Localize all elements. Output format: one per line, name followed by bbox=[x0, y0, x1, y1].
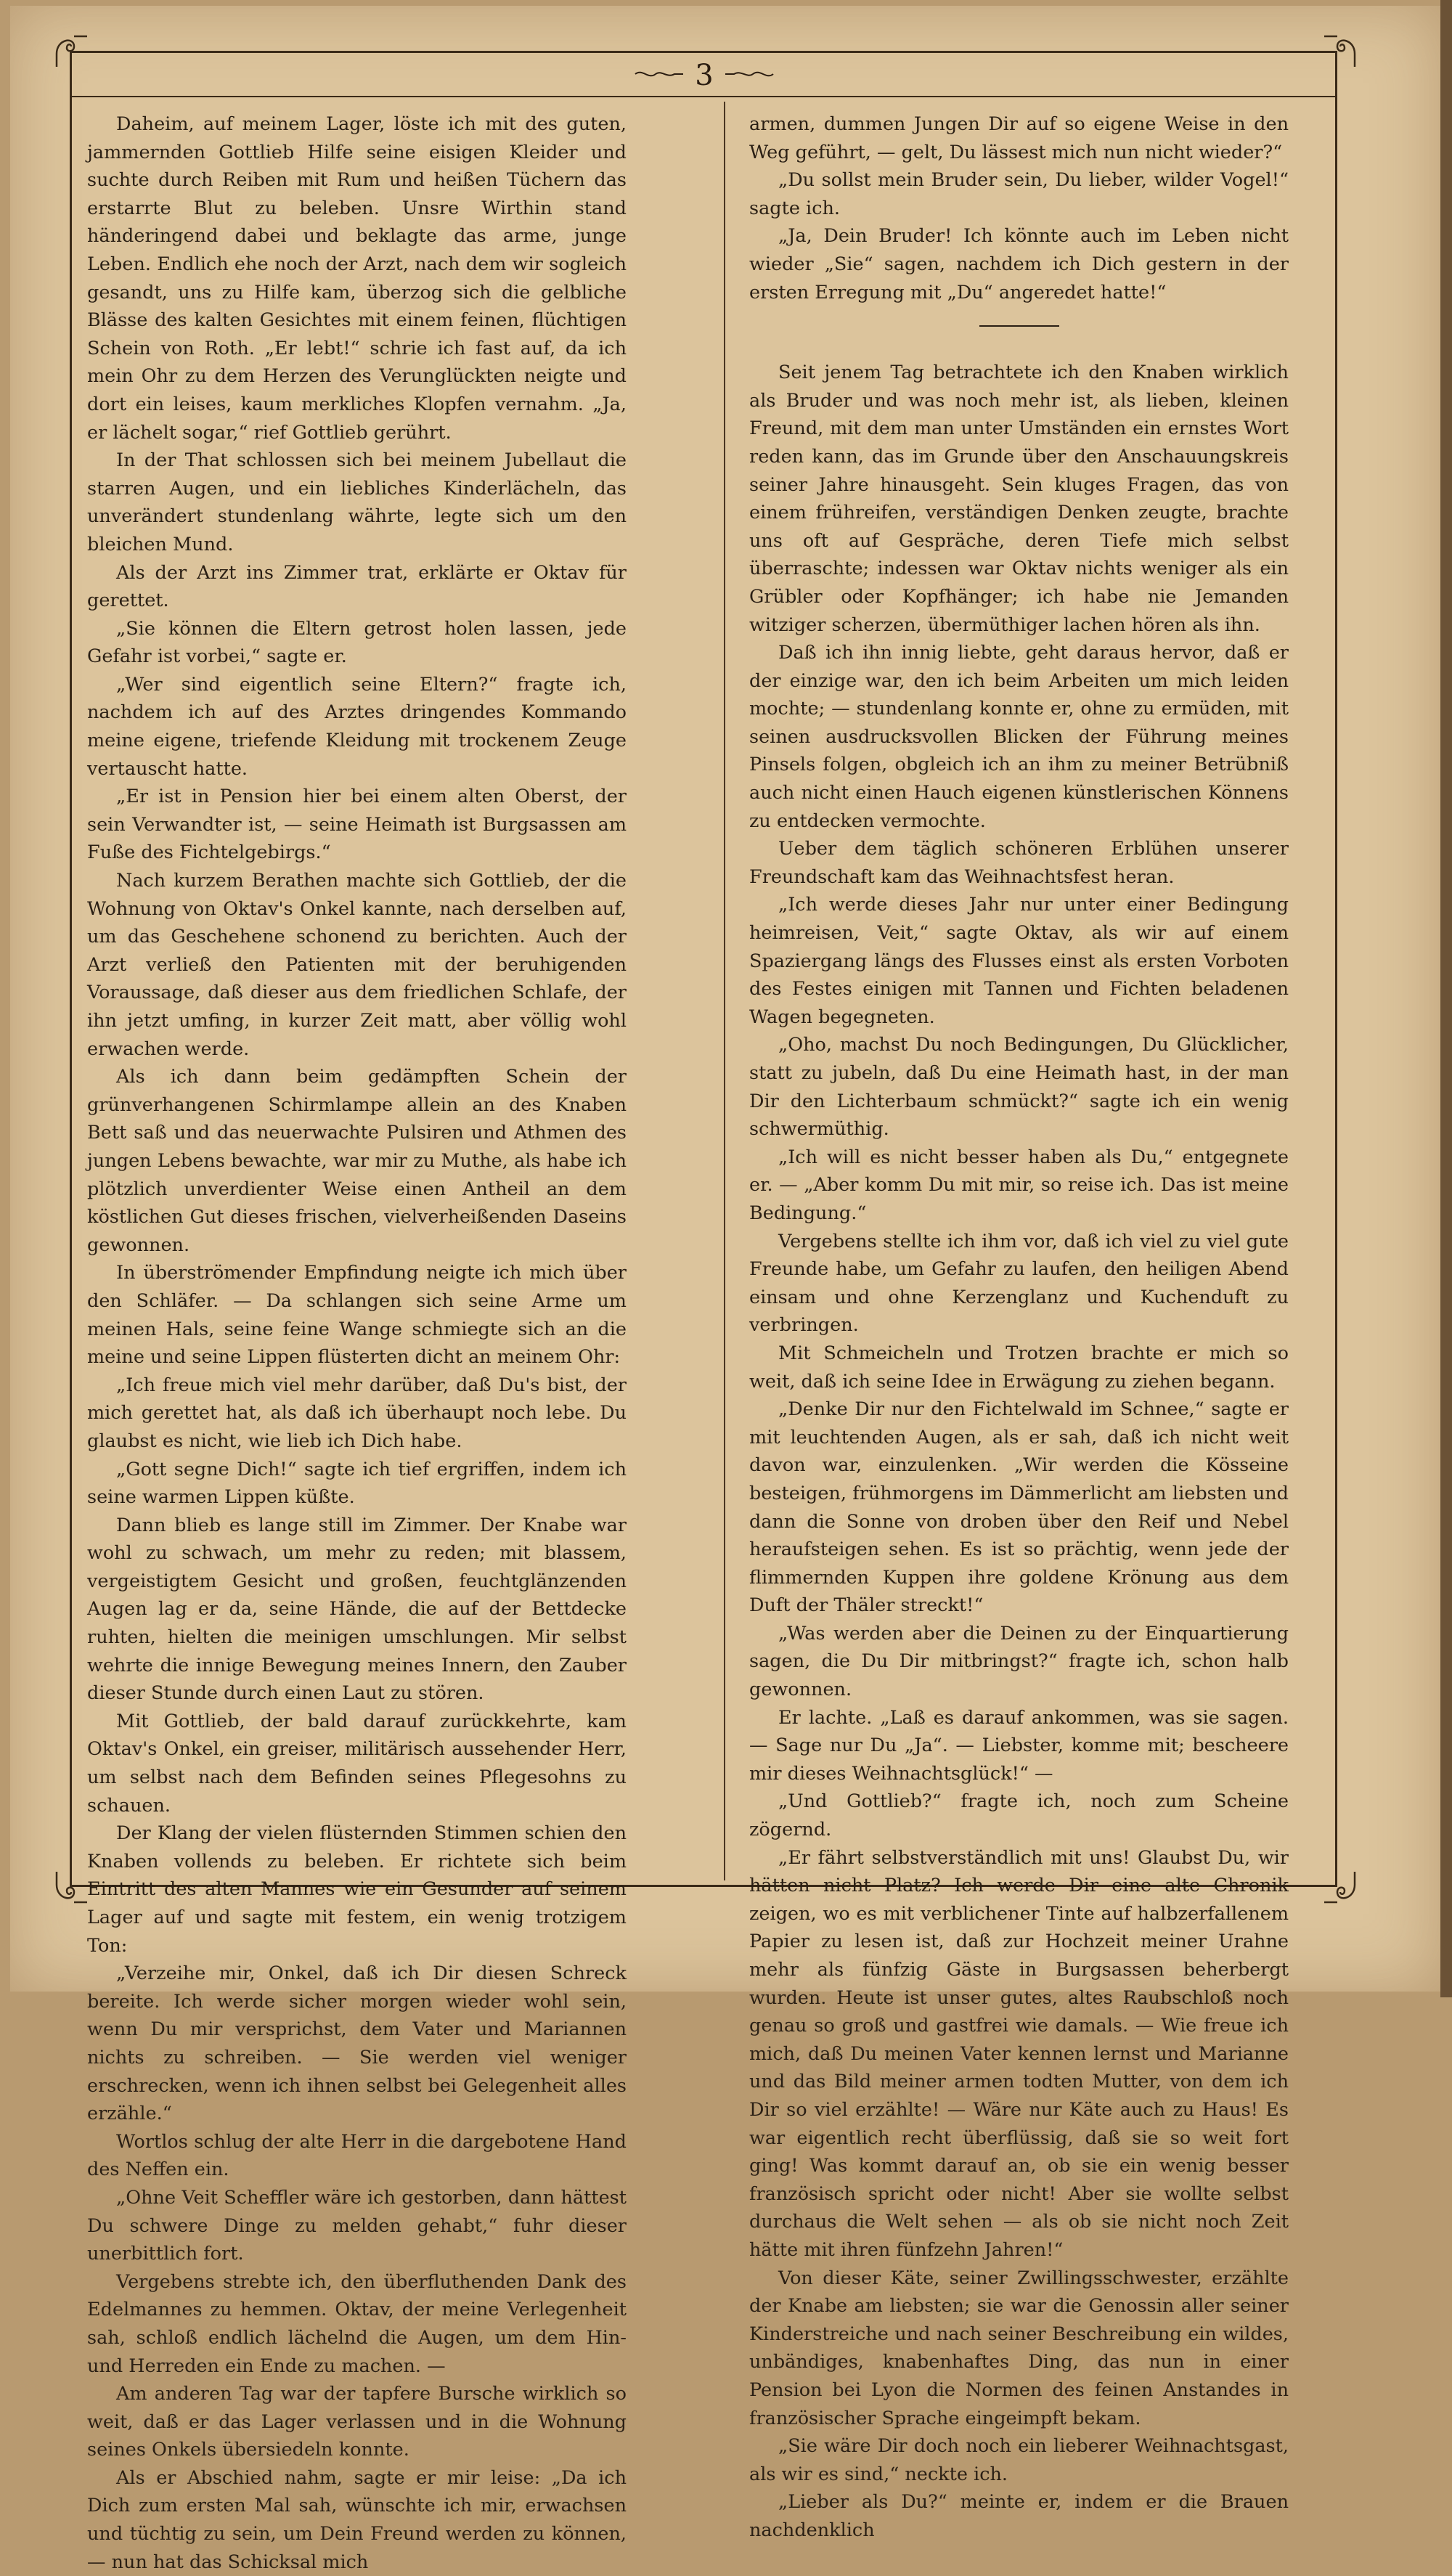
right-column bbox=[749, 110, 1289, 2544]
paragraph: „Ohne Veit Scheffler wäre ich gestorben, dann hättest Du schwere Dinge zu melden gehabt,“ fuhr dieser unerbittlich fort. bbox=[87, 2186, 627, 2265]
paragraph: „Sie können die Eltern getrost holen lassen, jede Gefahr ist vorbei,“ sagte er. bbox=[87, 617, 627, 668]
corner-ornament-icon bbox=[52, 32, 91, 71]
corner-ornament-icon bbox=[1320, 32, 1359, 71]
paragraph: „Ich freue mich viel mehr darüber, daß Du's bist, der mich gerettet hat, als daß ich überhaupt noch lebe. Du glaubst es nicht, wie lieb ich Dich habe. bbox=[87, 1374, 627, 1452]
paragraph: „Wer sind eigentlich seine Eltern?“ fragte ich, nachdem ich auf des Arztes dringendes Kommando meine eigene, triefende Kleidung mit trockenem Zeuge vertauscht hatte. bbox=[87, 673, 627, 780]
paragraph: „Ich will es nicht besser haben als Du,“ entgegnete er. — „Aber komm Du mit mir, so reise ich. Das ist meine Bedingung.“ bbox=[749, 1146, 1289, 1224]
paragraph: armen, dummen Jungen Dir auf so eigene Weise in den Weg geführt, — gelt, Du lässest mich nun nicht wieder?“ bbox=[749, 113, 1289, 163]
header-rule bbox=[70, 96, 1337, 97]
paragraph: Als er Abschied nahm, sagte er mir leise: „Da ich Dich zum ersten Mal sah, wünschte ich mir, erwachsen und tüchtig zu sein, um Dein Freund werden zu können, — nun hat das Schicksal mich bbox=[87, 2466, 627, 2573]
paragraph: Er lachte. „Laß es darauf ankommen, was sie sagen. — Sage nur Du „Ja“. — Liebster, komme mit; bescheere mir dieses Weihnachtsglück!“ — bbox=[749, 1706, 1289, 1785]
paragraph: „Lieber als Du?“ meinte er, indem er die Brauen nachdenklich bbox=[749, 2491, 1289, 2541]
paragraph: „Er ist in Pension hier bei einem alten Oberst, der sein Verwandter ist, — seine Heimath ist Burgsassen am Fuße des Fichtelgebirgs.“ bbox=[87, 786, 627, 864]
paragraph: In der That schlossen sich bei meinem Jubellaut die starren Augen, und ein liebliches Kinderlächeln, das unverändert stundenlang währte, legte sich um den bleichen Mund. bbox=[87, 449, 627, 555]
paragraph: Daß ich ihn innig liebte, geht daraus hervor, daß er der einzige war, den ich beim Arbeiten um mich leiden mochte; — stundenlang konnte er, ohne zu ermüden, mit seinen ausdrucksvollen Blicken der Führung meines Pinsels folgen, obgleich ich an ihm zu meiner Betrübniß auch nicht einen Hauch eigenen künstlerischen Könnens zu entdecken vermochte. bbox=[749, 642, 1289, 832]
paragraph: „Ich werde dieses Jahr nur unter einer Bedingung heimreisen, Veit,“ sagte Oktav, als wir auf einem Spaziergang längs des Flusses einst als ersten Vorboten des Festes einigen mit Tannen und Fichten beladenen Wagen begegneten. bbox=[749, 894, 1289, 1028]
paragraph: „Denke Dir nur den Fichtelwald im Schnee,“ sagte er mit leuchtenden Augen, als er sah, daß ich nicht weit davon war, einzulenken. „Wir werden die Kösseine besteigen, frühmorgens im Dämmerlicht am liebsten und dann die Sonne von droben über den Reif und Nebel heraufsteigen sehen. Es ist so prächtig, wenn jede der flimmernden Kuppen ihre goldene Krönung aus dem Duft der Thäler streckt!“ bbox=[749, 1398, 1289, 1617]
paragraph: „Verzeihe mir, Onkel, daß ich Dir diesen Schreck bereite. Ich werde sicher morgen wieder wohl sein, wenn Du mir versprichst, dem Vater und Mariannen nichts zu schreiben. — Sie werden viel weniger erschrecken, wenn ich ihnen selbst bei Gelegenheit alles erzähle.“ bbox=[87, 1962, 627, 2125]
paragraph: Vergebens stellte ich ihm vor, daß ich viel zu viel gute Freunde habe, um Gefahr zu laufen, den heiligen Abend einsam und ohne Kerzenglanz und Kuchenduft zu verbringen. bbox=[749, 1230, 1289, 1337]
paragraph: „Ja, Dein Bruder! Ich könnte auch im Leben nicht wieder „Sie“ sagen, nachdem ich Dich gestern in der ersten Erregung mit „Du“ angeredet hatte!“ bbox=[749, 225, 1289, 303]
paragraph: Daheim, auf meinem Lager, löste ich mit des guten, jammernden Gottlieb Hilfe seine eisigen Kleider und suchte durch Reiben mit Rum und heißen Tüchern das erstarrte Blut zu beleben. Unsre Wirthin stand händeringend dabei und beklagte das arme, junge Leben. Endlich ehe noch der Arzt, nach dem wir sogleich gesandt, uns zu Hilfe kam, überzog sich die gelbliche Blässe des kalten Gesichtes mit einem feinen, flüchtigen Schein von Roth. „Er lebt!“ schrie ich fast auf, da ich mein Ohr zu dem Herzen des Verunglückten neigte und dort ein leises, kaum merkliches Klopfen vernahm. „Ja, er lächelt sogar,“ rief Gottlieb gerührt. bbox=[87, 113, 627, 444]
paragraph: Vergebens strebte ich, den überfluthenden Dank des Edelmannes zu hemmen. Oktav, der meine Verlegenheit sah, schloß endlich lächelnd die Augen, um dem Hin- und Herreden ein Ende zu machen. — bbox=[87, 2270, 627, 2377]
corner-ornament-icon bbox=[52, 1867, 91, 1907]
paragraph: Seit jenem Tag betrachtete ich den Knaben wirklich als Bruder und was noch mehr ist, als lieben, kleinen Freund, mit dem man unter Umständen ein ernstes Wort reden kann, das im Grunde über den Anschauungskreis seiner Jahre hinausgeht. Sein kluges Fragen, das von einem frühreifen, verständigen Denken zeugte, brachte uns oft auf Gespräche, deren Tiefe mich selbst überraschte; indessen war Oktav nichts weniger als ein Grübler oder Kopfhänger; ich habe nie Jemanden witziger scherzen, übermüthiger lachen hören als ihn. bbox=[749, 362, 1289, 636]
flourish-left-icon bbox=[634, 67, 685, 84]
paragraph: Wortlos schlug der alte Herr in die dargebotene Hand des Neffen ein. bbox=[87, 2130, 627, 2181]
paragraph: Nach kurzem Berathen machte sich Gottlieb, der die Wohnung von Oktav's Onkel kannte, nach derselben auf, um das Geschehene schonend zu berichten. Auch der Arzt verließ den Patienten mit der beruhigenden Voraussage, daß dieser aus dem friedlichen Schlafe, der ihn jetzt umfing, in kurzer Zeit matt, aber völlig wohl erwachen werde. bbox=[87, 870, 627, 1060]
paragraph: „Was werden aber die Deinen zu der Einquartierung sagen, die Du Dir mitbringst?“ fragte ich, schon halb gewonnen. bbox=[749, 1622, 1289, 1701]
paragraph: In überströmender Empfindung neigte ich mich über den Schläfer. — Da schlangen sich seine Arme um meinen Hals, seine feine Wange schmiegte sich an die meine und seine Lippen flüsterten dicht an meinem Ohr: bbox=[87, 1262, 627, 1369]
paragraph: Ueber dem täglich schöneren Erblühen unserer Freundschaft kam das Weihnachtsfest heran. bbox=[749, 838, 1289, 888]
paragraph: Mit Schmeicheln und Trotzen brachte er mich so weit, daß ich seine Idee in Erwägung zu ziehen begann. bbox=[749, 1342, 1289, 1393]
paragraph: „Oho, machst Du noch Bedingungen, Du Glücklicher, statt zu jubeln, daß Du eine Heimath hast, in der man Dir den Lichterbaum schmückt?“ sagte ich ein wenig schwermüthig. bbox=[749, 1034, 1289, 1141]
flourish-right-icon bbox=[724, 67, 775, 84]
page-number: 3 bbox=[695, 59, 714, 92]
paragraph: „Du sollst mein Bruder sein, Du lieber, wilder Vogel!“ sagte ich. bbox=[749, 169, 1289, 219]
paragraph: „Und Gottlieb?“ fragte ich, noch zum Scheine zögernd. bbox=[749, 1790, 1289, 1841]
paragraph: Der Klang der vielen flüsternden Stimmen schien den Knaben vollends zu beleben. Er richtete sich beim Eintritt des alten Mannes wie ein Gesunder auf seinem Lager auf und sagte mit festem, ein wenig trotzigem Ton: bbox=[87, 1822, 627, 1957]
paragraph: Als ich dann beim gedämpften Schein der grünverhangenen Schirmlampe allein an des Knaben Bett saß und das neuerwachte Pulsiren und Athmen des jungen Lebens bewachte, war mir zu Muthe, als habe ich plötzlich unverdienter Weise einen Antheil an dem köstlichen Gut dieses frischen, vielverheißenden Daseins gewonnen. bbox=[87, 1066, 627, 1256]
paragraph: Als der Arzt ins Zimmer trat, erklärte er Oktav für gerettet. bbox=[87, 561, 627, 612]
paragraph: „Gott segne Dich!“ sagte ich tief ergriffen, indem ich seine warmen Lippen küßte. bbox=[87, 1458, 627, 1509]
column-divider bbox=[724, 102, 725, 1880]
corner-ornament-icon bbox=[1320, 1867, 1359, 1907]
page-binding-edge bbox=[1440, 0, 1452, 1997]
paragraph: Von dieser Käte, seiner Zwillingsschwester, erzählte der Knabe am liebsten; sie war die Genossin aller seiner Kinderstreiche und nach seiner Beschreibung ein wildes, unbändiges, knabenhaftes Ding, das nun in einer Pension bei Lyon die Normen des feinen Anstandes in französischer Sprache eingeimpft bekam. bbox=[749, 2267, 1289, 2429]
paragraph: Dann blieb es lange still im Zimmer. Der Knabe war wohl zu schwach, um mehr zu reden; mit blassem, vergeistigtem Gesicht und großen, feuchtglänzenden Augen lag er da, seine Hände, die auf der Bettdecke ruhten, hielten die meinigen umschlungen. Mir selbst wehrte die innige Bewegung meines Innern, den Zauber dieser Stunde durch einen Laut zu stören. bbox=[87, 1514, 627, 1705]
left-column bbox=[87, 110, 627, 2576]
page-header bbox=[624, 58, 784, 93]
paragraph: „Er fährt selbstverständlich mit uns! Glaubst Du, wir hätten nicht Platz? Ich werde Dir eine alte Chronik zeigen, wo es mit verblichener Tinte auf halbzerfallenem Papier zu lesen ist, daß zur Hochzeit meiner Urahne mehr als fünfzig Gäste in Burgsassen beherbergt wurden. Heute ist unser gutes, altes Raubschloß noch genau so groß und gastfrei wie damals. — Wie freue ich mich, daß Du meinen Vater kennen lernst und Marianne und das Bild meiner armen todten Mutter, von dem ich Dir so viel erzählte! — Wäre nur Käte auch zu Haus! Es war eigentlich recht überflüssig, daß sie so weit fort ging! Was kommt darauf an, ob sie ein wenig besser französisch spricht oder nicht! Aber sie wollte selbst durchaus die Welt sehen — als ob sie nicht noch Zeit hätte mit ihren fünfzehn Jahren!“ bbox=[749, 1846, 1289, 2261]
paragraph: „Sie wäre Dir doch noch ein lieberer Weihnachtsgast, als wir es sind,“ neckte ich. bbox=[749, 2435, 1289, 2485]
paragraph: Mit Gottlieb, der bald darauf zurückkehrte, kam Oktav's Onkel, ein greiser, militärisch aussehender Herr, um selbst nach dem Befinden seines Pflegesohns zu schauen. bbox=[87, 1710, 627, 1817]
top-rule bbox=[70, 51, 1337, 53]
section-separator bbox=[979, 325, 1059, 327]
paragraph: Am anderen Tag war der tapfere Bursche wirklich so weit, daß er das Lager verlassen und in die Wohnung seines Onkels übersiedeln konnte. bbox=[87, 2383, 627, 2461]
